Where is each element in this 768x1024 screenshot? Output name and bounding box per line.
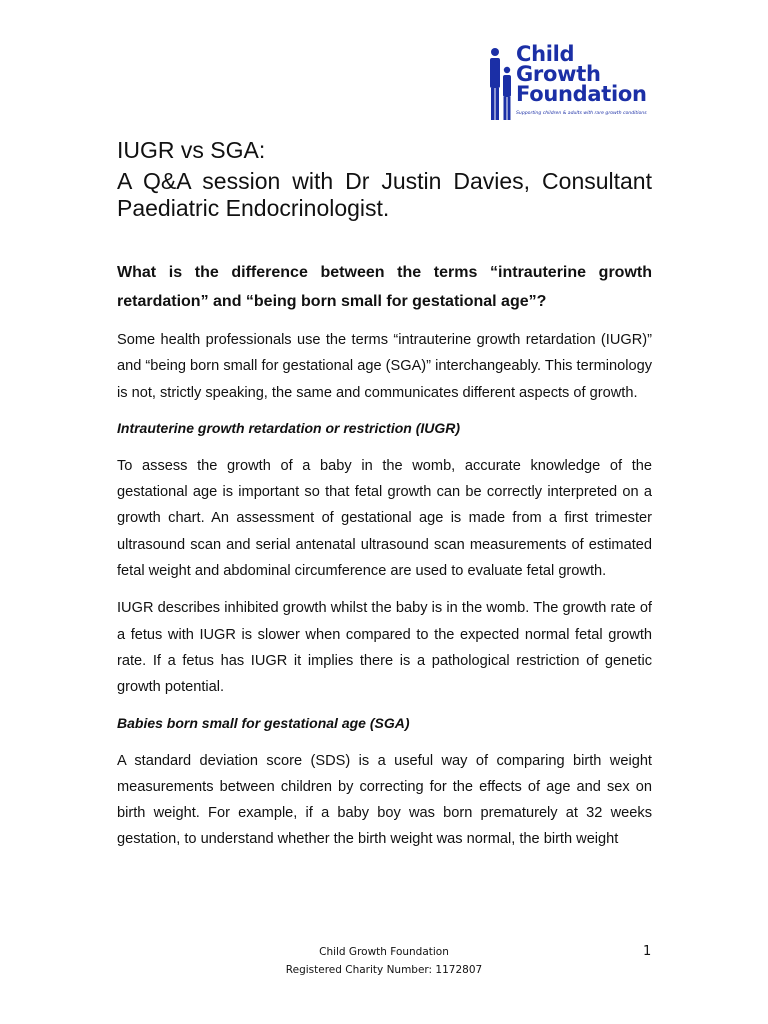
footer-charity-number: Registered Charity Number: 1172807	[285, 964, 483, 976]
logo-tagline: Supporting children & adults with rare growth conditions	[516, 111, 647, 116]
sga-section-heading: Babies born small for gestational age (SGA)	[117, 714, 410, 731]
page-footer	[0, 943, 768, 979]
iugr-paragraph-2: IUGR describes inhibited growth whilst the baby is in the womb. The growth rate of a fetus with IUGR is slower when compared to the expected normal fetal growth rate. If a fetus has IUGR it implies there is a pathological restriction of genetic growth potential.	[117, 600, 652, 696]
footer-organization: Child Growth Foundation	[319, 946, 449, 958]
intro-paragraph: Some health professionals use the terms “intrauterine growth retardation (IUGR)” and “being born small for gestational age (SGA)” interchangeably. This terminology is not, strictly speaking, the same and communicates different aspects of growth.	[117, 332, 652, 401]
family-figures-icon	[488, 46, 514, 122]
document-subtitle: A Q&A session with Dr Justin Davies, Consultant Paediatric Endocrinologist.	[117, 168, 652, 221]
logo-wordmark	[516, 44, 647, 104]
logo-line-1: Child	[516, 42, 575, 66]
logo-line-2: Growth	[516, 62, 601, 86]
question-heading: What is the difference between the terms “intrauterine growth retardation” and “being born small for gestational age”?	[117, 264, 652, 310]
iugr-paragraph-1: To assess the growth of a baby in the womb, accurate knowledge of the gestational age is important so that fetal growth can be correctly interpreted on a growth chart. An assessment of gestational age is made from a first trimester ultrasound scan and serial antenatal ultrasound scan measurements of estimated fetal weight and abdominal circumference are used to evaluate fetal growth.	[117, 457, 652, 580]
sga-paragraph-1: A standard deviation score (SDS) is a useful way of comparing birth weight measurements between children by correcting for the effects of age and sex on birth weight. For example, if a baby boy was born prematurely at 32 weeks gestation, to understand whether the birth weight was normal, the birth weight	[117, 752, 652, 848]
document-body	[117, 134, 652, 853]
iugr-section-heading: Intrauterine growth retardation or restriction (IUGR)	[117, 419, 461, 436]
page-number: 1	[643, 944, 652, 959]
organization-logo	[488, 44, 660, 124]
document-title: IUGR vs SGA:	[117, 137, 266, 163]
logo-line-3: Foundation	[516, 82, 647, 106]
